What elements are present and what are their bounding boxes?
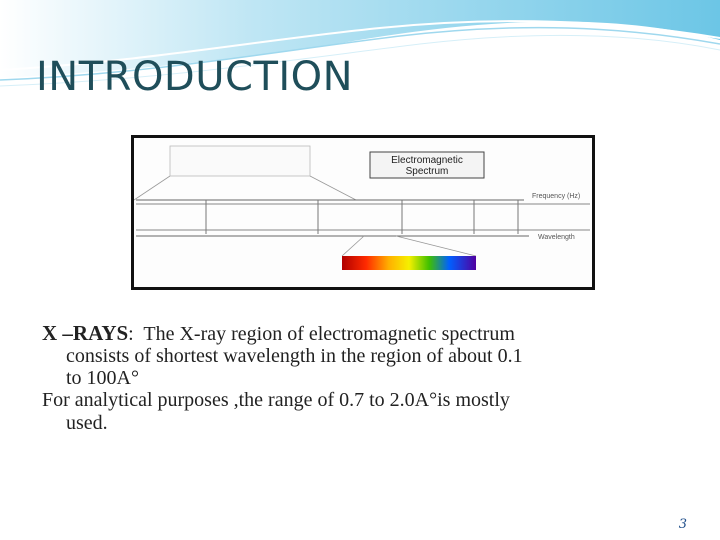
term-colon: : bbox=[128, 323, 134, 345]
bullet-text-line1: For analytical purposes ,the range of 0.7 to 2.0A°is mostly bbox=[42, 389, 510, 411]
slide-title: INTRODUCTION bbox=[36, 54, 354, 100]
electromagnetic-spectrum-figure bbox=[131, 135, 595, 290]
slide-body bbox=[42, 322, 682, 434]
spectrum-diagram bbox=[134, 138, 592, 287]
definition-line3: to 100A° bbox=[66, 367, 139, 389]
wavelength-axis-label: Wavelength bbox=[538, 234, 575, 241]
spectrum-caption-line1: Electromagnetic bbox=[391, 155, 463, 166]
definition-line1: The X-ray region of electromagnetic spectrum bbox=[143, 323, 515, 345]
page-number: 3 bbox=[678, 517, 687, 532]
bullet-text-line2: used. bbox=[66, 412, 108, 434]
analytical-bullet bbox=[42, 389, 682, 412]
xray-definition-line bbox=[42, 322, 682, 345]
frequency-axis-label: Frequency (Hz) bbox=[532, 193, 581, 200]
definition-line2: consists of shortest wavelength in the region of about 0.1 bbox=[66, 345, 523, 367]
xray-term: X –RAYS bbox=[42, 321, 129, 345]
spectrum-caption-line2: Spectrum bbox=[405, 166, 449, 177]
